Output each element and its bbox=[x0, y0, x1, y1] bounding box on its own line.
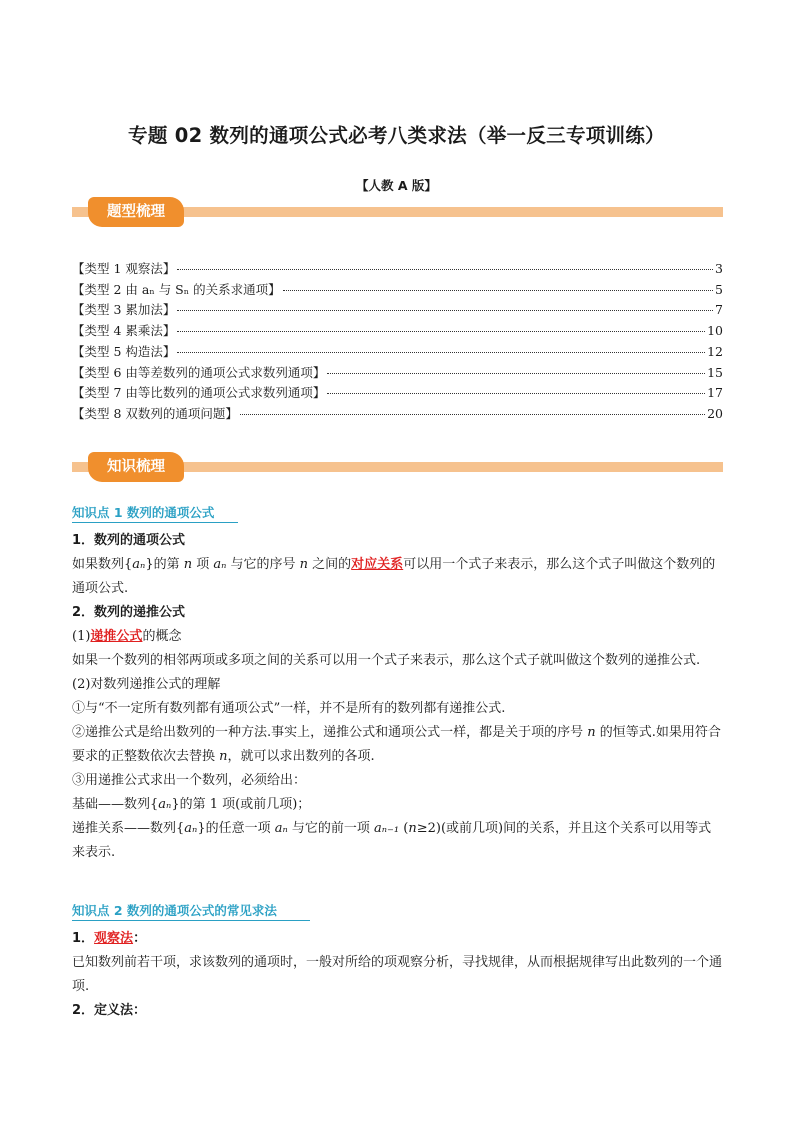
toc-leader-dots bbox=[327, 393, 705, 394]
toc-leader-dots bbox=[283, 290, 713, 291]
kp2-body bbox=[72, 927, 723, 1023]
heading-general-term: 1．数列的通项公式 bbox=[72, 533, 186, 548]
toc-entry[interactable] bbox=[72, 321, 723, 341]
heading-observation: 1．观察法： bbox=[72, 931, 147, 946]
highlight-recurrence: 递推公式 bbox=[90, 629, 143, 644]
section-badge-question-types: 题型梳理 bbox=[88, 197, 184, 227]
toc-leader-dots bbox=[177, 310, 713, 311]
toc-entry[interactable] bbox=[72, 259, 723, 279]
heading-definition: 2．定义法： bbox=[72, 1003, 147, 1018]
basis-line: 基础——数列{aₙ}的第 1 项(或前几项)； bbox=[72, 797, 311, 812]
point-1: ①与“不一定所有数列都有通项公式”一样，并不是所有的数列都有递推公式. bbox=[72, 701, 506, 716]
point-2: ②递推公式是给出数列的一种方法.事实上，递推公式和通项公式一样，都是关于项的序号 n 的恒等式.如果用符合要求的正整数依次去替换 n，就可以求出数列的各项. bbox=[72, 725, 721, 764]
toc-entry-label: 【类型 3 累加法】 bbox=[72, 302, 176, 318]
toc-page-number: 3 bbox=[715, 261, 723, 276]
toc-entry[interactable] bbox=[72, 383, 723, 403]
heading-recurrence: 2．数列的递推公式 bbox=[72, 605, 186, 620]
subheading-recurrence-concept: (1)递推公式的概念 bbox=[72, 629, 182, 644]
toc-page-number: 15 bbox=[707, 364, 723, 380]
edition-label: 【人教 A 版】 bbox=[356, 178, 437, 193]
subheading-understanding: (2)对数列递推公式的理解 bbox=[72, 677, 221, 692]
highlight-correspondence: 对应关系 bbox=[351, 557, 404, 572]
paragraph-observation: 已知数列前若干项，求该数列的通项时，一般对所给的项观察分析，寻找规律，从而根据规律写出此数列的一个通项. bbox=[72, 955, 723, 994]
toc-entry[interactable] bbox=[72, 280, 723, 300]
toc-page-number: 20 bbox=[707, 405, 723, 421]
toc-entry-label: 【类型 5 构造法】 bbox=[72, 343, 176, 359]
toc-page-number: 7 bbox=[715, 302, 723, 318]
section-badge-knowledge: 知识梳理 bbox=[88, 452, 184, 482]
toc-entry-label: 【类型 4 累乘法】 bbox=[72, 323, 176, 339]
toc-entry[interactable] bbox=[72, 300, 723, 320]
kp-underline bbox=[72, 522, 238, 523]
toc-leader-dots bbox=[177, 269, 713, 270]
toc-entry-label: 【类型 8 双数列的通项问题】 bbox=[72, 405, 238, 421]
toc-leader-dots bbox=[327, 373, 705, 374]
kp-underline bbox=[72, 920, 310, 921]
toc-entry-label: 【类型 1 观察法】 bbox=[72, 261, 176, 276]
toc-entry-label: 【类型 6 由等差数列的通项公式求数列通项】 bbox=[72, 364, 326, 380]
toc-page-number: 10 bbox=[707, 323, 723, 339]
paragraph-general-term: 如果数列{aₙ}的第 n 项 aₙ 与它的序号 n 之间的对应关系可以用一个式子来表示，那么这个式子叫做这个数列的通项公式. bbox=[72, 557, 716, 596]
toc-entry-label: 【类型 7 由等比数列的通项公式求数列通项】 bbox=[72, 385, 326, 401]
kp1-body bbox=[72, 529, 723, 865]
page-title: 专题 02 数列的通项公式必考八类求法（举一反三专项训练） bbox=[128, 124, 665, 147]
toc-entry[interactable] bbox=[72, 404, 723, 424]
toc-leader-dots bbox=[177, 331, 705, 332]
toc-page-number: 12 bbox=[707, 343, 723, 359]
toc-entry[interactable] bbox=[72, 342, 723, 362]
toc-page-number: 17 bbox=[707, 385, 723, 401]
toc-page-number: 5 bbox=[715, 281, 723, 297]
recurrence-relation-line: 递推关系——数列{aₙ}的任意一项 aₙ 与它的前一项 aₙ₋₁ (n≥2)(或前几项)间的关系，并且这个关系可以用等式来表示. bbox=[72, 821, 712, 860]
toc-leader-dots bbox=[240, 414, 705, 415]
paragraph-recurrence: 如果一个数列的相邻两项或多项之间的关系可以用一个式子来表示，那么这个式子就叫做这个数列的递推公式. bbox=[72, 653, 701, 668]
toc-leader-dots bbox=[177, 352, 705, 353]
highlight-observation: 观察法 bbox=[94, 931, 134, 946]
knowledge-point-1-title: 知识点 1 数列的通项公式 bbox=[72, 505, 215, 520]
toc-entry-label: 【类型 2 由 aₙ 与 Sₙ 的关系求通项】 bbox=[72, 281, 281, 297]
toc-entry[interactable] bbox=[72, 363, 723, 383]
knowledge-point-2-title: 知识点 2 数列的通项公式的常见求法 bbox=[72, 903, 277, 918]
point-3: ③用递推公式求出一个数列，必须给出： bbox=[72, 773, 307, 788]
